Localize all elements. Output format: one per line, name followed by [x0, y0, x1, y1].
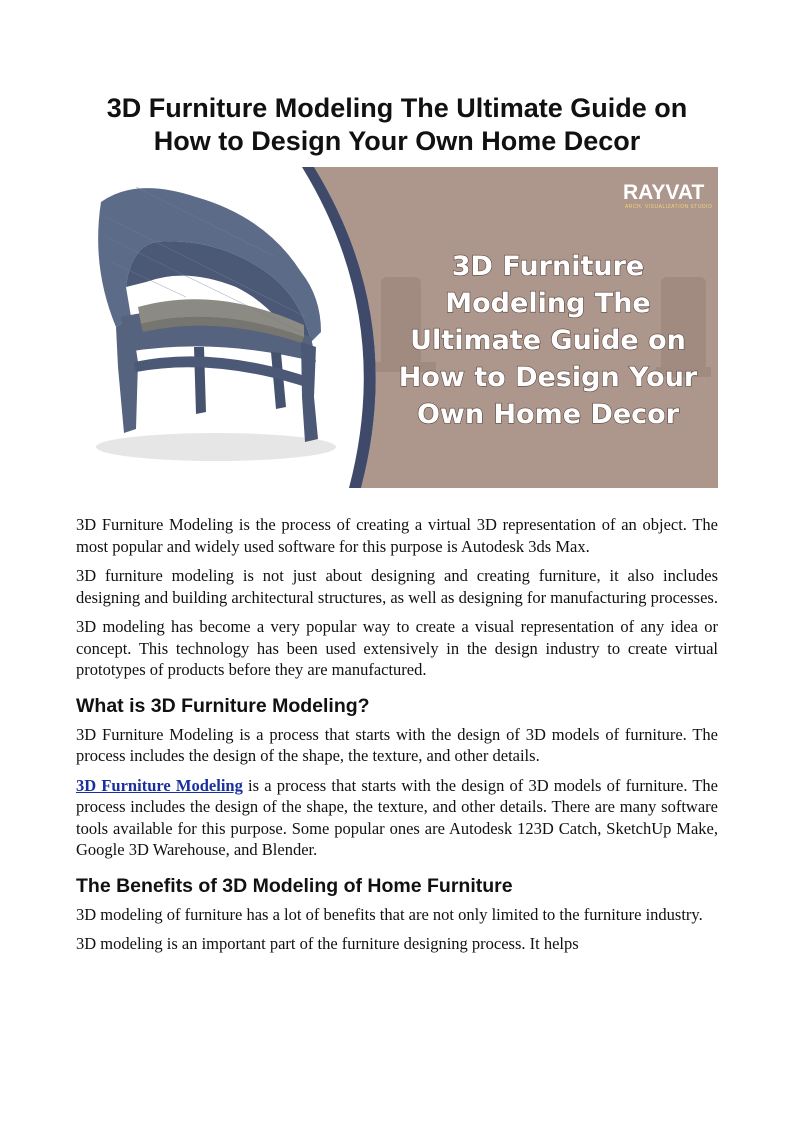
- title-line-1: 3D Furniture Modeling The Ultimate Guide on: [106, 93, 688, 123]
- document-title: [60, 92, 734, 158]
- paragraph-7: 3D modeling is an important part of the furniture designing process. It helps: [76, 934, 579, 953]
- banner-text-line-5: Own Home Decor: [416, 399, 680, 430]
- paragraph-6: 3D modeling of furniture has a lot of benefits that are not only limited to the furniture industry.: [76, 904, 703, 924]
- banner-graphic: [76, 167, 718, 488]
- banner-text-line-1: 3D Furniture: [451, 251, 645, 282]
- paragraph-5-text: is a process that starts with the design of 3D models of furniture. The process includes the design of the shape, the texture, and other details. There are many software tools available for this purpose. Some popular ones are Autodesk 123D Catch, SketchUp Make, Google 3D Warehouse, and Blender.: [76, 775, 718, 859]
- banner-text-line-3: Ultimate Guide on: [410, 325, 686, 356]
- hero-banner-image: [76, 167, 718, 488]
- paragraph-intro: 3D Furniture Modeling is the process of creating a virtual 3D representation of an object. The most popular and widely used software for this purpose is Autodesk 3ds Max.: [76, 515, 718, 556]
- heading-what-is: What is 3D Furniture Modeling?: [76, 694, 370, 717]
- rayvat-logo-tagline: ARCH. VISUALIZATION STUDIO: [625, 204, 713, 210]
- rayvat-logo: RAYVAT: [623, 181, 705, 204]
- article-body: [76, 514, 718, 963]
- paragraph-5: [76, 775, 718, 861]
- title-line-2: How to Design Your Own Home Decor: [153, 126, 641, 156]
- banner-text-line-2: Modeling The: [445, 288, 651, 319]
- banner-text-line-4: How to Design Your: [398, 362, 698, 393]
- paragraph-4: 3D Furniture Modeling is a process that starts with the design of 3D models of furniture. The process includes the design of the shape, the texture, and other details.: [76, 724, 718, 765]
- paragraph-2: 3D furniture modeling is not just about designing and creating furniture, it also includes designing and building architectural structures, as well as designing for manufacturing processes.: [76, 566, 718, 607]
- paragraph-3: 3D modeling has become a very popular way to create a visual representation of any idea or concept. This technology has been used extensively in the design industry to create virtual prototypes of products before they are manufactured.: [76, 617, 718, 679]
- furniture-modeling-link[interactable]: 3D Furniture Modeling: [76, 775, 243, 795]
- heading-benefits: The Benefits of 3D Modeling of Home Furniture: [76, 874, 513, 897]
